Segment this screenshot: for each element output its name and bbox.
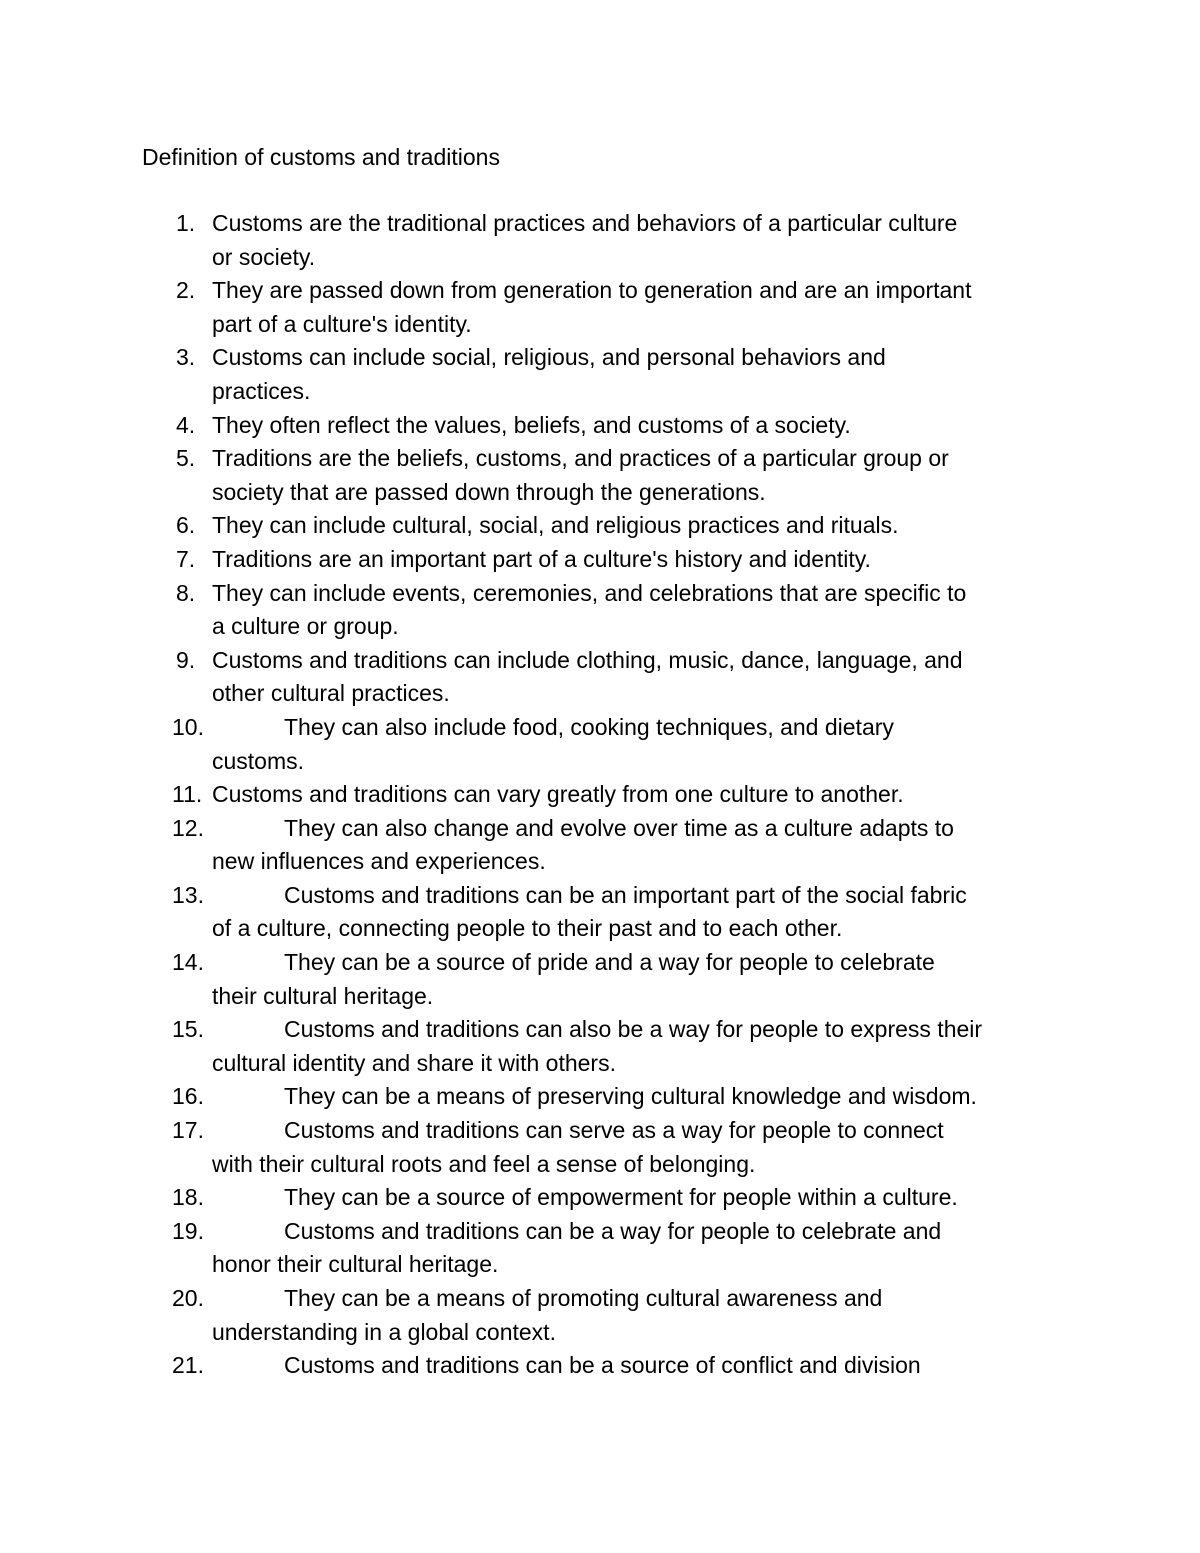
list-item-text: Customs and traditions can be a way for people to celebrate and — [284, 1217, 942, 1244]
list-item-number: 2. — [176, 277, 196, 304]
list-item — [0, 711, 1200, 778]
list-item-text: They often reflect the values, beliefs, and customs of a society. — [212, 411, 851, 438]
list-item — [0, 409, 1200, 443]
list-item-text: or society. — [212, 243, 316, 270]
list-item-text: understanding in a global context. — [212, 1318, 556, 1345]
list-item-number: 21. — [172, 1352, 204, 1379]
list-item-number: 18. — [172, 1184, 204, 1211]
list-item-text: with their cultural roots and feel a sense of belonging. — [212, 1150, 756, 1177]
list-item-text: Customs and traditions can vary greatly from one culture to another. — [212, 781, 904, 808]
list-item-number: 19. — [172, 1217, 204, 1244]
list-item-text: Customs are the traditional practices and behaviors of a particular culture — [212, 210, 958, 236]
list-item-text: society that are passed down through the generations. — [212, 478, 766, 505]
list-item-number: 8. — [176, 579, 196, 606]
list-item — [0, 879, 1200, 946]
list-item-text: practices. — [212, 377, 311, 404]
list-item-number: 16. — [172, 1083, 204, 1110]
list-item-number: 17. — [172, 1117, 204, 1144]
list-item-text: cultural identity and share it with others. — [212, 1049, 616, 1076]
list-item-text: They can include events, ceremonies, and celebrations that are specific to — [212, 579, 967, 606]
list-item — [0, 1181, 1200, 1215]
list-item-text: Traditions are the beliefs, customs, and practices of a particular group or — [212, 445, 949, 472]
list-item-number: 13. — [172, 881, 204, 908]
list-item-number: 7. — [176, 545, 196, 572]
list-item-text: part of a culture's identity. — [212, 310, 472, 337]
list-item-text: They are passed down from generation to generation and are an important — [212, 277, 972, 304]
numbered-list — [0, 207, 1200, 1383]
list-item-text: Customs and traditions can include clothing, music, dance, language, and — [212, 646, 963, 673]
list-item-text: They can be a means of promoting cultural awareness and — [284, 1285, 883, 1311]
list-item-number: 12. — [172, 814, 204, 841]
list-item-number: 20. — [172, 1285, 204, 1311]
list-item — [0, 577, 1200, 644]
list-item — [0, 543, 1200, 577]
list-item-text: They can include cultural, social, and religious practices and rituals. — [212, 512, 899, 539]
list-item — [0, 778, 1200, 812]
list-item-text: of a culture, connecting people to their past and to each other. — [212, 915, 843, 942]
list-item-text: They can be a means of preserving cultural knowledge and wisdom. — [284, 1083, 977, 1110]
list-item-text: honor their cultural heritage. — [212, 1251, 499, 1278]
list-item-text: other cultural practices. — [212, 680, 450, 707]
list-item — [0, 207, 1200, 274]
list-item-text: They can also include food, cooking techniques, and dietary — [284, 713, 894, 740]
list-item-text: They can be a source of pride and a way for people to celebrate — [284, 949, 935, 976]
list-item-text: new influences and experiences. — [212, 848, 546, 875]
list-item — [0, 1349, 1200, 1383]
list-item-number: 4. — [176, 411, 196, 438]
list-item-text: Customs and traditions can be an important part of the social fabric — [284, 881, 967, 908]
list-item-text: Traditions are an important part of a culture's history and identity. — [212, 545, 871, 572]
list-item-text: customs. — [212, 747, 305, 774]
list-item — [0, 341, 1200, 408]
list-item-number: 1. — [176, 210, 196, 236]
list-item — [0, 1080, 1200, 1114]
list-item-text: Customs can include social, religious, and personal behaviors and — [212, 344, 886, 371]
list-item-number: 6. — [176, 512, 196, 539]
list-item-number: 14. — [172, 949, 204, 976]
list-item — [0, 274, 1200, 341]
list-item-number: 9. — [176, 646, 196, 673]
list-item-text: They can also change and evolve over time as a culture adapts to — [284, 814, 954, 841]
list-item-text: a culture or group. — [212, 613, 399, 640]
list-item-text: their cultural heritage. — [212, 982, 434, 1009]
list-item — [0, 1282, 1200, 1349]
list-item-text: Customs and traditions can also be a way for people to express their — [284, 1016, 983, 1043]
list-item-text: Customs and traditions can serve as a way for people to connect — [284, 1117, 944, 1144]
list-item-text: Customs and traditions can be a source of conflict and division — [284, 1352, 921, 1379]
list-item-number: 15. — [172, 1016, 204, 1043]
list-item — [0, 946, 1200, 1013]
document-title: Definition of customs and traditions — [142, 144, 500, 170]
list-item-text: They can be a source of empowerment for people within a culture. — [284, 1184, 958, 1211]
list-item — [0, 812, 1200, 879]
list-item — [0, 1114, 1200, 1181]
list-item-number: 3. — [176, 344, 196, 371]
list-item-number: 11. — [172, 781, 203, 808]
list-item-number: 10. — [172, 713, 204, 740]
list-item — [0, 442, 1200, 509]
list-item — [0, 1215, 1200, 1282]
list-item-number: 5. — [176, 445, 196, 472]
list-item — [0, 1013, 1200, 1080]
list-item — [0, 644, 1200, 711]
list-item — [0, 509, 1200, 543]
